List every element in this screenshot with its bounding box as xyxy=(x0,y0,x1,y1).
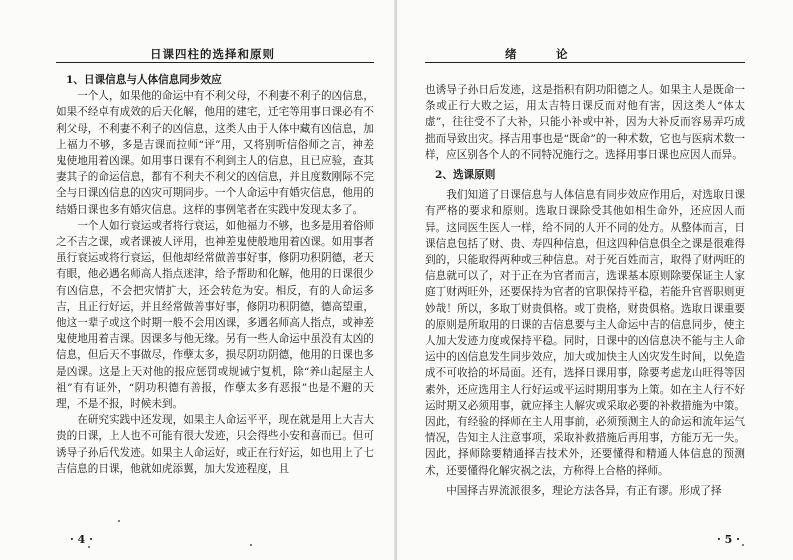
header-rule xyxy=(425,62,745,63)
header-rule xyxy=(56,62,374,63)
scan-speck xyxy=(742,544,744,546)
text-column xyxy=(56,72,374,477)
paragraph: 在研究实践中还发现，如果主人命运平平，现在就是用上大吉大贵的日课，上人也不可能有很大发迹，只会得些小安和喜而已。但可诱导子孙后代发迹。如果主人命运好，或正在行好运，如也用上了七吉信息的日课，他就如虎添翼，加大发迹程度，且 xyxy=(56,414,374,475)
right-page xyxy=(397,0,793,560)
running-head: 绪 论 xyxy=(505,47,582,61)
section-title: 1、日课信息与人体信息同步效应 xyxy=(66,74,222,86)
page-number: · 5 · xyxy=(717,533,740,546)
paragraph: 中国择吉界流派很多，理论方法各异，有正有谬。形成了择 xyxy=(446,484,722,497)
text-column xyxy=(425,82,745,499)
running-head: 日课四柱的选择和原则 xyxy=(150,47,275,61)
paragraph: 一个人如行衰运或者将行衰运，如他福力不够，也多是用着俗师之不吉之课，或者课被人评用，也神差鬼使般地用着凶课。如用事者虽行衰运或将行衰运，但他却经常做善事好事，修阴功积阴德，老天有眼，他必遇名师高人指点迷津，给予帮助和化解，他用的日课很少有凶信息，不会把灾情扩大，还会转危为安。相反，有的人命运多吉，且正行好运，并且经常做善事好事，修阴功积阴德，德高望重，他这一辈子或这个时期一般不会用凶课，多遇名师高人指点，或神差鬼使地用着吉课。因课多与他无缘。另有一些人命运中虽没有太凶的信息，但后天不事做尽，作孽太多，损尽阴功阴德，他用的日课也多是凶课。这是上天对他的报应惩罚或规诫宁复机，除“养山起屋主人祖”有有证外，“阴功积德有善报，作孽太多有恶报”也是不避的天理，不是不报，时候未到。 xyxy=(56,219,374,411)
section-title: 2、选课原则 xyxy=(435,169,496,182)
scan-speck xyxy=(118,520,120,522)
scan-speck xyxy=(88,546,90,548)
page-number: · 4 · xyxy=(70,533,93,546)
left-page xyxy=(0,0,396,560)
paragraph: 也诱导子孙日后发迹，这是指积有阴功阳德之人。如果主人是既命一条或正行大败之运，用太吉特日课反而对他有害，因这类人“体太虚”，往往受不了大补，只能小补或中补，因为大补反而容易弄巧成拙而导致出灾。择吉用事也是“既命”的一种术数，它也与医病术数一样，应区别各个人的不同特况施行之。选择用事日课也应因人而异。 xyxy=(425,84,745,161)
paragraph: 一个人，如果他的命运中有不利父母，不利妻不利子的凶信息，如果不经卓有成效的后天化解，他用的建宅，迁宅等用事日课必有不利父母，不利妻不利子的凶信息，这类人由于人体中藏有凶信息，加上福力不够，多是吉课而拉师“评”用，又将别听信俗师之言，神差鬼使地用着凶课。如用事日课有不利到主人的信息，且已应验，查其妻其子的命运信息，都有不利夫不利父的凶信息，并且度数刚际不完全与日课凶信息的凶灾可期同步。一个人命运中有婚灾信息，他用的结婚日课也多有婚灾信息。这样的事例笔者在实践中发现太多了。 xyxy=(56,90,374,216)
paragraph: 我们知道了日课信息与人体信息有同步效应作用后，对选取日课有严格的要求和原则。选取日课除受其他如相生命外，还应因人而异。这同医生医人一样，给不同的人开不同的处方。从整体而言，日课信息包括了财、贵、寿四种信息，但这四种信息俱全之课是很难得到的，只能取得两种或三种信息。对于死百姓而言，取得了财两旺的信息就可以了，对于正在为官者而言，选课基本原则除要保证主人家庭丁财两旺外，还要保持为官者的官职保持平稳，若能升官晋职则更妙哉！所以，多取丁财贵俱格。或丁贵格，财贵俱格。选取日课重要的原则是所取用的日课的吉信息要与主人命运中吉的信息同步，使主人加大发迹力度或保持平稳。同时，日课中的凶信息决不能与主人命运中的凶信息发生同步效应，加大或加快主人凶灾发生时间，以免造成不可收拾的坏局面。还有，选择日课用事，除要考虑龙山旺得等因素外，还应选用主人行好运或平运时期用事为上策。如在主人行不好运时期又必须用事，就应择主人解灾或采取必要的补救措施为中策。因此，有经验的择师在主人用事前，必须预测主人的命运和流年运气情况，告知主人注意事项，采取补救措施后再用事，方能万无一失。因此，择师除要精通择吉技术外，还要懂得和精通人体信息的预测术，还要懂得化解灾祸之法，方称得上合格的择师。 xyxy=(425,189,745,477)
scan-speck xyxy=(250,544,252,546)
